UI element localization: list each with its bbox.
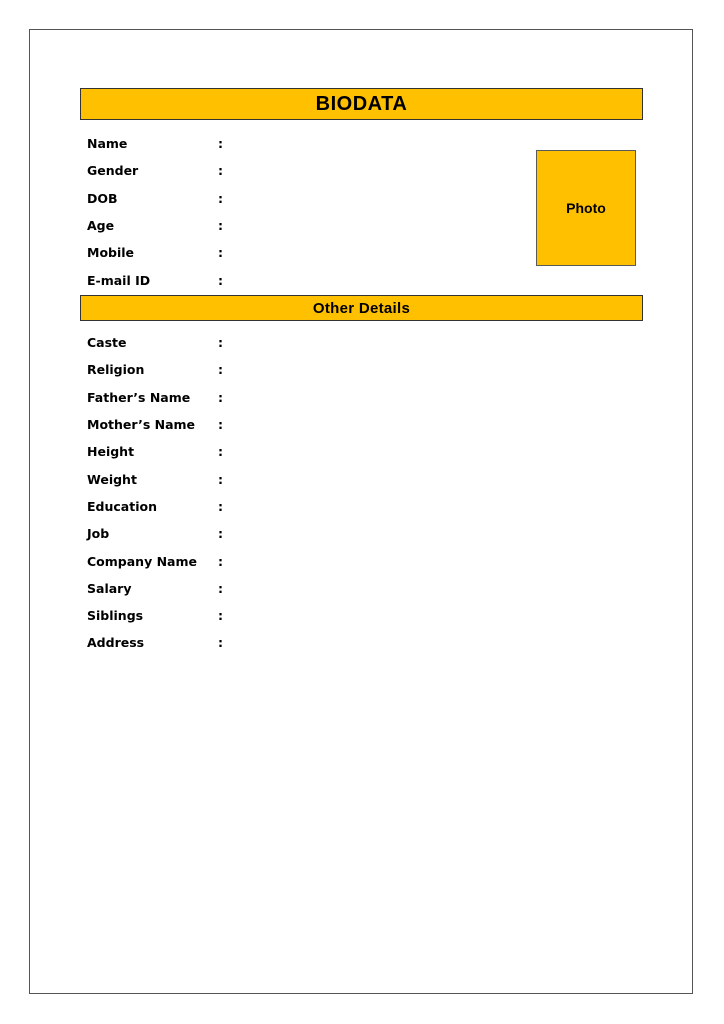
field-row-education bbox=[87, 493, 228, 520]
field-row-email bbox=[87, 266, 228, 293]
other-details-banner bbox=[80, 295, 643, 321]
field-colon: : bbox=[218, 444, 223, 460]
field-colon: : bbox=[218, 580, 223, 596]
field-colon: : bbox=[218, 218, 223, 234]
field-row-mothers-name bbox=[87, 411, 228, 438]
field-row-gender bbox=[87, 157, 228, 184]
field-label: Age bbox=[87, 218, 115, 234]
field-colon: : bbox=[218, 362, 223, 378]
field-row-job bbox=[87, 520, 228, 547]
field-colon: : bbox=[218, 335, 223, 351]
field-colon: : bbox=[218, 553, 223, 569]
section-title: Other Details bbox=[312, 299, 411, 317]
field-label: DOB bbox=[87, 190, 118, 206]
personal-details-list bbox=[87, 130, 228, 294]
field-row-siblings bbox=[87, 602, 228, 629]
other-details-list bbox=[87, 329, 228, 657]
field-colon: : bbox=[218, 498, 223, 514]
field-label: Father’s Name bbox=[87, 389, 191, 405]
field-label: Salary bbox=[87, 580, 132, 596]
field-label: Education bbox=[87, 498, 157, 514]
field-label: E-mail ID bbox=[87, 272, 151, 288]
field-colon: : bbox=[218, 526, 223, 542]
field-colon: : bbox=[218, 471, 223, 487]
field-row-age bbox=[87, 212, 228, 239]
field-label: Mobile bbox=[87, 245, 135, 261]
field-label: Religion bbox=[87, 362, 145, 378]
field-row-religion bbox=[87, 356, 228, 383]
field-colon: : bbox=[218, 190, 223, 206]
field-row-salary bbox=[87, 575, 228, 602]
field-colon: : bbox=[218, 389, 223, 405]
field-colon: : bbox=[218, 136, 223, 152]
field-label: Job bbox=[87, 526, 110, 542]
field-label: Weight bbox=[87, 471, 137, 487]
field-row-caste bbox=[87, 329, 228, 356]
photo-label: Photo bbox=[566, 200, 606, 216]
field-row-address bbox=[87, 629, 228, 656]
field-colon: : bbox=[218, 608, 223, 624]
field-label: Gender bbox=[87, 163, 139, 179]
photo-placeholder bbox=[536, 150, 636, 266]
field-row-mobile bbox=[87, 239, 228, 266]
biodata-title-banner bbox=[80, 88, 643, 120]
field-row-fathers-name bbox=[87, 384, 228, 411]
page-title: BIODATA bbox=[315, 92, 408, 115]
field-label: Address bbox=[87, 635, 145, 651]
field-colon: : bbox=[218, 635, 223, 651]
field-colon: : bbox=[218, 163, 223, 179]
field-label: Siblings bbox=[87, 608, 144, 624]
field-row-company-name bbox=[87, 547, 228, 574]
field-colon: : bbox=[218, 245, 223, 261]
field-label: Mother’s Name bbox=[87, 417, 196, 433]
field-row-dob bbox=[87, 185, 228, 212]
field-colon: : bbox=[218, 417, 223, 433]
field-label: Company Name bbox=[87, 553, 197, 569]
field-label: Height bbox=[87, 444, 135, 460]
field-label: Caste bbox=[87, 335, 127, 351]
field-label: Name bbox=[87, 136, 128, 152]
field-row-weight bbox=[87, 465, 228, 492]
field-row-height bbox=[87, 438, 228, 465]
field-row-name bbox=[87, 130, 228, 157]
field-colon: : bbox=[218, 272, 223, 288]
